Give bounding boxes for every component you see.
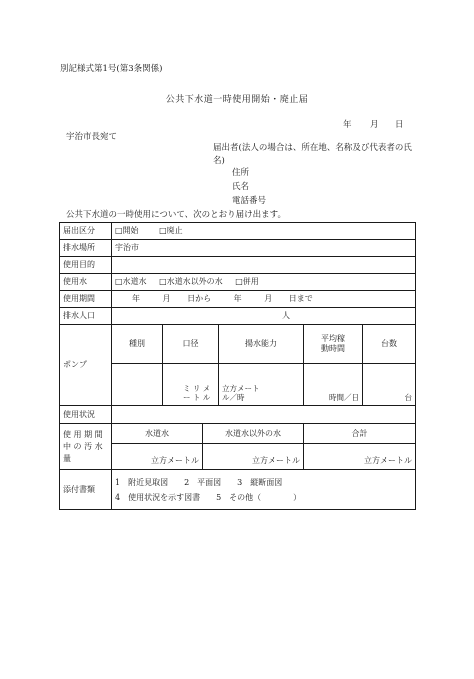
period-to-year: 年 [233,294,242,304]
date-year-label: 年 [343,120,352,130]
sewage-col-total: 合計 [304,424,416,444]
pump-label: ポンプ [60,325,112,406]
pump-avg-hours-value[interactable]: 時間／日 [304,364,363,406]
form-title: 公共下水道一時使用開始・廃止届 [165,95,309,105]
row-water [60,274,416,291]
period-value[interactable] [112,291,416,308]
pump-bore-unit-line2: ー ト ル [183,393,211,402]
form-number: 別記様式第1号(第3条関係) [60,64,163,74]
start-checkbox[interactable]: □開始 [115,226,139,236]
row-sewage-header [60,424,416,444]
pump-bore-value[interactable] [163,364,219,406]
both-water-checkbox[interactable]: □併用 [235,277,259,287]
sewage-label-line3: 量 [63,453,71,463]
pump-bore-unit-line1: ミ リ メ [183,384,211,393]
pump-capacity-unit-line2: ル／時 [222,393,245,402]
sewage-other-value[interactable]: 立方メートル [203,444,304,470]
addressee: 宇治市長宛て [66,132,118,142]
notifier-label: 届出者(法人の場合は、所在地、名称及び代表者の氏名) [213,143,412,166]
other-water-checkbox[interactable]: □水道水以外の水 [159,277,223,287]
period-from-day: 日から [187,294,212,304]
pump-count-value[interactable]: 台 [363,364,416,406]
attachments-line2: 4 使用状況を示す図書 5 その他（ ） [115,492,302,502]
discharge-site-label: 排水場所 [60,240,112,257]
sewage-label [60,424,112,470]
row-population [60,308,416,325]
sewage-tap-value[interactable]: 立方メートル [112,444,203,470]
category-options [112,223,416,240]
status-value[interactable] [112,406,416,424]
intro-text: 公共下水道の一時使用について、次のとおり届け出ます。 [66,210,286,220]
pump-col-avg-line1: 平均稼 [321,334,345,344]
population-unit: 人 [282,311,290,321]
period-from-year: 年 [132,294,140,304]
attachments-label: 添付書類 [60,470,112,510]
purpose-value[interactable] [112,257,416,274]
population-value[interactable] [112,308,416,325]
row-pump-header [60,325,416,364]
tap-water-checkbox[interactable]: □水道水 [115,277,147,287]
row-purpose [60,257,416,274]
row-status [60,406,416,424]
pump-capacity-unit-line1: 立方メート [222,384,260,393]
pump-capacity-value[interactable] [219,364,304,406]
row-sewage-values [60,444,416,470]
status-label: 使用状況 [60,406,112,424]
pump-col-capacity: 揚水能力 [219,325,304,364]
pump-type-value[interactable] [112,364,163,406]
sewage-col-tap: 水道水 [112,424,203,444]
purpose-label: 使用目的 [60,257,112,274]
row-discharge-site [60,240,416,257]
name-label: 氏名 [232,182,250,192]
discharge-site-value[interactable]: 宇治市 [112,240,416,257]
date-day-label: 日 [395,120,404,130]
pump-col-avg-line2: 動時間 [321,344,345,353]
attachments-line1: 1 附近見取図 2 平面図 3 縦断面図 [115,477,283,487]
water-label: 使用水 [60,274,112,291]
address-label: 住所 [232,168,250,178]
sewage-label-line2: 中 の 汚 水 [63,441,103,451]
population-label: 排水人口 [60,308,112,325]
pump-col-avg-hours [304,325,363,364]
period-to-day: 日まで [288,294,313,304]
period-from-month: 月 [162,294,171,304]
period-to-month: 月 [264,294,273,304]
sewage-col-other: 水道水以外の水 [203,424,304,444]
notification-form-table [59,222,416,510]
period-label: 使用期間 [60,291,112,308]
category-label: 届出区分 [60,223,112,240]
pump-col-type: 種別 [112,325,163,364]
pump-col-count: 台数 [363,325,416,364]
phone-label: 電話番号 [232,196,267,206]
attachments-list [112,470,416,510]
sewage-total-value[interactable]: 立方メートル [304,444,416,470]
date-month-label: 月 [370,120,379,130]
row-pump-values [60,364,416,406]
row-category [60,223,416,240]
sewage-label-line1: 使 用 期 間 [63,429,103,439]
row-period [60,291,416,308]
row-attachments [60,470,416,510]
water-options [112,274,416,291]
pump-col-bore: 口径 [163,325,219,364]
stop-checkbox[interactable]: □廃止 [159,226,183,236]
